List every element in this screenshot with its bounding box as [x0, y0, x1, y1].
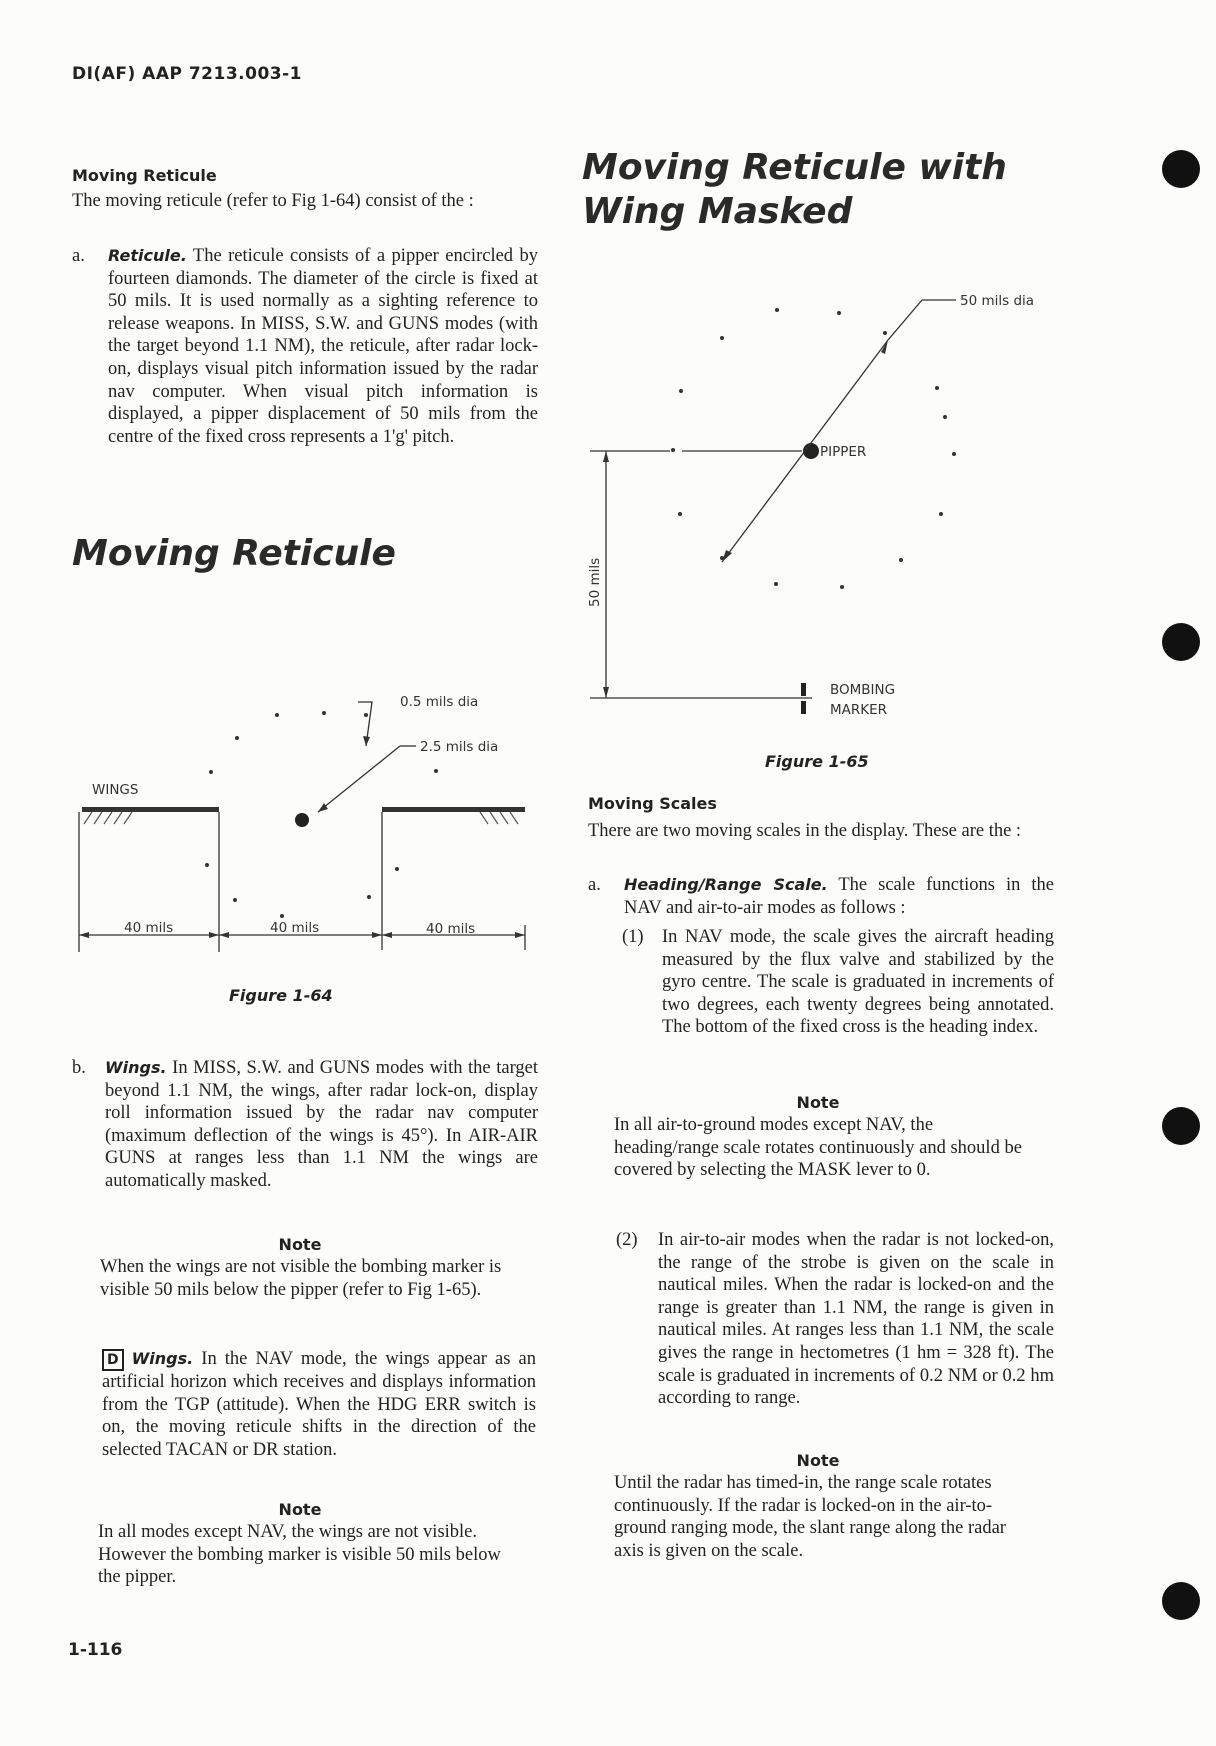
- item-text: In MISS, S.W. and GUNS modes with the target beyond 1.1 NM, the wings, after radar lock-on, display roll information issued by the radar nav computer (maximum deflection of the wings is 45°). In AIR-AIR GUNS at ranges less than 1.1 NM the wings are automatically masked.: [105, 1058, 539, 1191]
- section-heading-moving-reticule: Moving Reticule: [72, 166, 217, 185]
- item-term: Wings.: [105, 1058, 167, 1077]
- punch-hole-icon: [1162, 150, 1200, 188]
- label-large-dia: 2.5 mils dia: [420, 739, 499, 755]
- note-text: When the wings are not visible the bombing marker is visible 50 mils below the pipper (refer to Fig 1-65).: [100, 1257, 502, 1300]
- item-a-reticule: [72, 245, 538, 448]
- label-small-dia: 0.5 mils dia: [400, 694, 479, 710]
- punch-hole-icon: [1162, 623, 1200, 661]
- dim-left: 40 mils: [124, 920, 174, 936]
- item-term: Reticule.: [108, 246, 187, 265]
- item-marker: b.: [72, 1058, 86, 1078]
- item-text: The scale functions in the NAV and air-to-air modes as follows :: [624, 875, 1055, 918]
- item-text: In the NAV mode, the wings appear as an artificial horizon which receives and displays information from the TGP (attitude). When the HDG ERR switch is on, the moving reticule shifts in the direction of the selected TACAN or DR station.: [102, 1349, 537, 1460]
- item-term: Heading/Range Scale.: [624, 875, 828, 894]
- label-marker: MARKER: [830, 702, 888, 718]
- title-line-1: Moving Reticule with: [582, 147, 1007, 188]
- pipper-icon: [295, 813, 309, 827]
- figure-1-65: [580, 280, 1080, 730]
- label-wings: WINGS: [92, 782, 139, 798]
- moving-reticule-intro: The moving reticule (refer to Fig 1-64) consist of the :: [72, 191, 474, 211]
- page-number: 1-116: [68, 1640, 123, 1660]
- sub-item-1: [622, 926, 1054, 1039]
- sub-item-2: [616, 1229, 1054, 1410]
- section-heading-moving-scales: Moving Scales: [588, 794, 717, 813]
- document-id: DI(AF) AAP 7213.003-1: [72, 64, 302, 84]
- dim-right: 40 mils: [426, 921, 476, 937]
- item-marker: (1): [622, 927, 644, 947]
- item-text: In air-to-air modes when the radar is not locked-on, the range of the strobe is given on the scale in nautical miles. When the radar is locked-on and the range is greater than 1.1 NM, the range is given in nautical miles. At ranges less than 1.1 NM, the scale gives the range in hectometres (1 hm = 328 ft). The scale is graduated in increments of 0.2 NM or 0.2 hm according to range.: [658, 1230, 1054, 1409]
- item-text: The reticule consists of a pipper encircled by fourteen diamonds. The diameter of the circle is fixed at 50 mils. It is used normally as a sighting reference to release weapons. In MISS, S.W. and GUNS modes (with the target beyond 1.1 NM), the reticule, after radar lock-on, displays visual pitch information issued by the radar nav computer. When visual pitch information is displayed, a pipper displacement of 50 mils from the centre of the fixed cross represents a 1'g' pitch.: [108, 246, 538, 447]
- item-d-wings: [102, 1348, 536, 1461]
- note-heading: Note: [278, 1500, 322, 1519]
- note-text: Until the radar has timed-in, the range scale rotates continuously. If the radar is locked-on in the air-to-ground ranging mode, the slant range along the radar axis is given on the scale.: [614, 1473, 1006, 1561]
- label-pipper: PIPPER: [820, 444, 867, 460]
- punch-hole-icon: [1162, 1582, 1200, 1620]
- title-line-2: Wing Masked: [582, 191, 853, 232]
- item-term: Wings.: [131, 1349, 194, 1368]
- reticule-diamonds: [205, 711, 438, 918]
- moving-scales-intro: There are two moving scales in the display. These are the :: [588, 821, 1022, 841]
- figure-caption-1-65: Figure 1-65: [765, 752, 869, 771]
- variant-d-badge: D: [102, 1349, 124, 1371]
- dim-center: 40 mils: [270, 920, 320, 936]
- note-text: In all air-to-ground modes except NAV, the heading/range scale rotates continuously and should be covered by selecting the MASK lever to 0.: [614, 1115, 1022, 1181]
- note-heading: Note: [796, 1451, 840, 1470]
- label-dia: 50 mils dia: [960, 293, 1035, 309]
- item-marker: a.: [588, 875, 601, 895]
- punch-hole-icon: [1162, 1107, 1200, 1145]
- note-heading: Note: [278, 1235, 322, 1254]
- item-marker: (2): [616, 1230, 638, 1250]
- item-text: In NAV mode, the scale gives the aircraft heading measured by the flux valve and stabilized by the gyro centre. The scale is graduated in increments of two degrees, each twenty degrees being annotated. The bottom of the fixed cross is the heading index.: [662, 927, 1054, 1038]
- note-heading: Note: [796, 1093, 840, 1112]
- note-text: In all modes except NAV, the wings are not visible. However the bombing marker is visible 50 mils below the pipper.: [98, 1522, 501, 1588]
- figure-title-moving-reticule: Moving Reticule: [72, 533, 396, 574]
- label-bombing: BOMBING: [830, 682, 896, 698]
- item-a-heading-range: [588, 874, 1054, 919]
- figure-title-wing-masked: [582, 146, 1007, 234]
- item-marker: a.: [72, 246, 85, 266]
- label-vertical: 50 mils: [587, 557, 603, 607]
- bombing-marker-icon: [801, 683, 806, 696]
- figure-1-64: [60, 660, 550, 960]
- item-b-wings: [72, 1057, 538, 1193]
- figure-caption-1-64: Figure 1-64: [229, 986, 333, 1005]
